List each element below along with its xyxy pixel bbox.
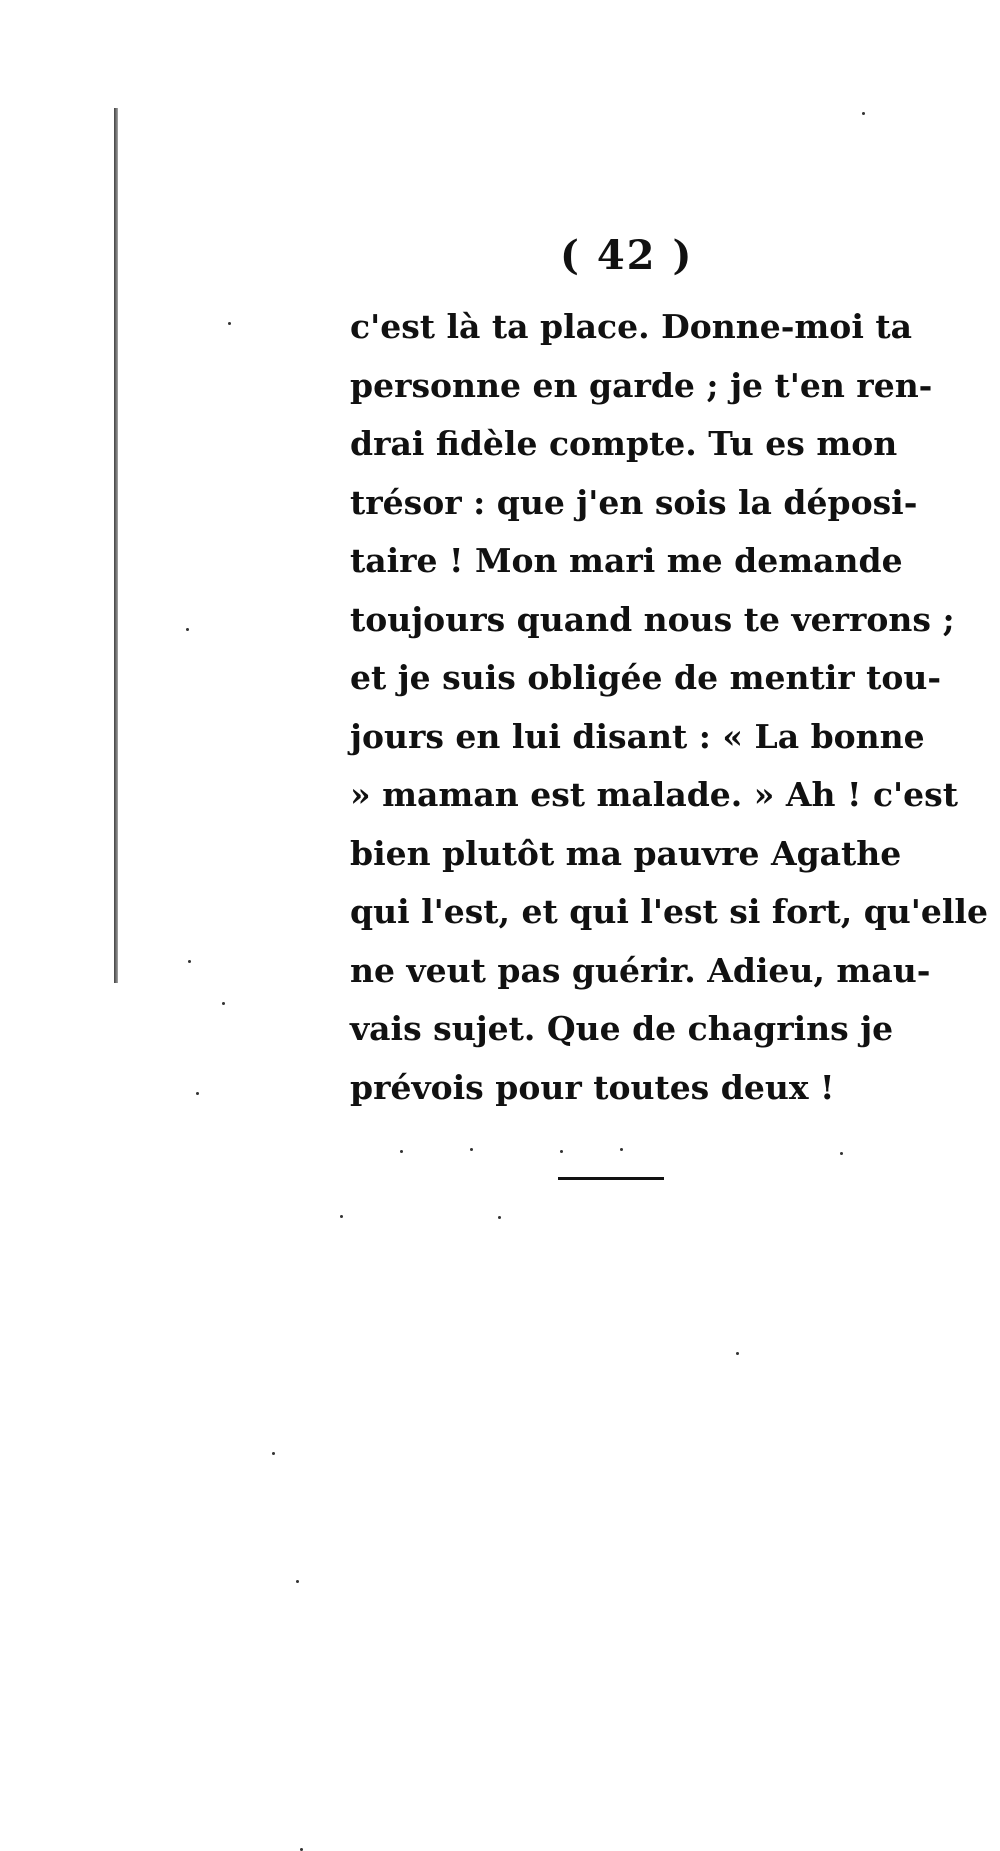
scan-speck <box>470 1148 473 1151</box>
text-line: taire ! Mon mari me demande <box>350 541 903 580</box>
scan-speck <box>196 1092 199 1095</box>
text-line: et je suis obligée de mentir tou- <box>350 658 942 697</box>
scan-speck <box>840 1152 843 1155</box>
text-line: » maman est malade. » Ah ! c'est <box>350 775 958 814</box>
text-line: c'est là ta place. Donne-moi ta <box>350 307 912 346</box>
scan-speck <box>188 960 191 963</box>
scan-speck <box>272 1452 275 1455</box>
text-line: vais sujet. Que de chagrins je <box>350 1009 894 1048</box>
text-line: ne veut pas guérir. Adieu, mau- <box>350 950 931 990</box>
page-number: ( 42 ) <box>560 232 694 279</box>
text-line: bien plutôt ma pauvre Agathe <box>350 833 902 873</box>
closing-rule <box>558 1177 664 1180</box>
scan-speck <box>228 322 231 325</box>
text-line: drai fidèle compte. Tu es mon <box>350 424 898 463</box>
text-line: trésor : que j'en sois la déposi- <box>350 482 918 522</box>
scan-speck <box>186 628 189 631</box>
scan-speck <box>222 1002 225 1005</box>
text-line: personne en garde ; je t'en ren- <box>350 365 933 405</box>
scan-speck <box>620 1148 623 1151</box>
page-gutter-edge <box>114 108 118 983</box>
text-line: jours en lui disant : « La bonne <box>350 716 925 756</box>
scan-speck <box>736 1352 739 1355</box>
body-text <box>350 298 988 1117</box>
scan-speck <box>296 1580 299 1583</box>
scan-speck <box>340 1215 343 1218</box>
scan-speck <box>400 1150 403 1153</box>
scan-speck <box>560 1150 563 1153</box>
text-line: prévois pour toutes deux ! <box>350 1067 835 1107</box>
scan-speck <box>498 1216 501 1219</box>
text-line: qui l'est, et qui l'est si fort, qu'elle <box>350 892 988 931</box>
text-line: toujours quand nous te verrons ; <box>350 599 955 639</box>
scan-speck <box>862 112 865 115</box>
